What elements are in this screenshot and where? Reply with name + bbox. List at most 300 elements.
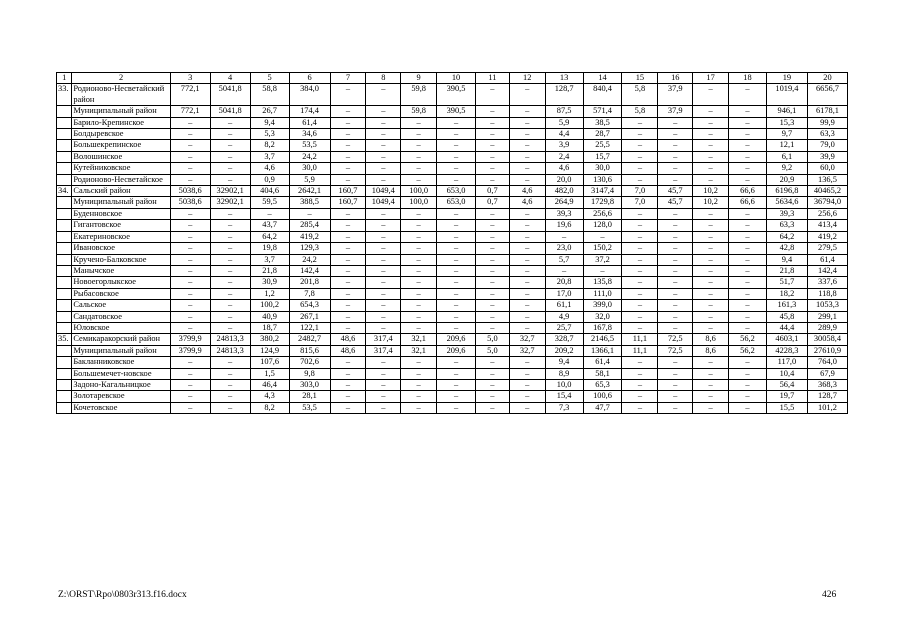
page-number: 426: [822, 590, 837, 600]
table-cell: 64,2: [250, 231, 289, 242]
row-name: Сальский район: [72, 186, 170, 197]
table-cell: 53,5: [289, 402, 330, 413]
table-cell: –: [330, 379, 366, 390]
table-cell: 8,6: [693, 345, 729, 356]
row-number: [57, 231, 72, 242]
table-cell: –: [729, 151, 767, 162]
table-cell: 25,7: [545, 322, 583, 333]
table-cell: 6178,1: [807, 106, 847, 117]
column-header: 6: [289, 73, 330, 84]
table-cell: 653,0: [437, 186, 476, 197]
table-cell: –: [509, 322, 545, 333]
table-cell: 53,5: [289, 140, 330, 151]
table-cell: –: [210, 402, 250, 413]
table-cell: –: [658, 357, 693, 368]
table-cell: 8,6: [693, 334, 729, 345]
table-cell: –: [509, 300, 545, 311]
table-cell: –: [729, 220, 767, 231]
table-cell: 4603,1: [766, 334, 807, 345]
table-cell: –: [509, 151, 545, 162]
table-cell: –: [476, 368, 510, 379]
table-cell: –: [509, 243, 545, 254]
table-cell: –: [330, 277, 366, 288]
table-cell: 399,0: [583, 300, 622, 311]
table-cell: 20,8: [545, 277, 583, 288]
row-number: [57, 197, 72, 208]
table-cell: –: [476, 163, 510, 174]
table-row: [57, 243, 848, 254]
table-cell: 3799,9: [170, 345, 210, 356]
row-name: Бакланниковское: [72, 357, 170, 368]
table-row: [57, 402, 848, 413]
row-name: Задоно-Кагальницкое: [72, 379, 170, 390]
table-cell: –: [693, 129, 729, 140]
column-header: 11: [476, 73, 510, 84]
row-number: [57, 254, 72, 265]
table-row: [57, 140, 848, 151]
table-cell: –: [330, 117, 366, 128]
table-cell: 160,7: [330, 197, 366, 208]
table-cell: –: [583, 265, 622, 276]
table-cell: –: [693, 84, 729, 106]
table-cell: 4,4: [545, 129, 583, 140]
table-cell: –: [693, 243, 729, 254]
table-cell: 285,4: [289, 220, 330, 231]
table-cell: –: [693, 151, 729, 162]
table-cell: 201,8: [289, 277, 330, 288]
table-cell: 174,4: [289, 106, 330, 117]
row-name: Сальское: [72, 300, 170, 311]
table-cell: –: [476, 265, 510, 276]
table-cell: 2,4: [545, 151, 583, 162]
table-cell: –: [509, 379, 545, 390]
row-name: Болдыревское: [72, 129, 170, 140]
table-cell: 28,7: [583, 129, 622, 140]
table-cell: 3799,9: [170, 334, 210, 345]
table-cell: 390,5: [437, 106, 476, 117]
table-cell: 772,1: [170, 84, 210, 106]
table-row: [57, 345, 848, 356]
table-row: [57, 208, 848, 219]
table-cell: –: [658, 163, 693, 174]
table-cell: –: [401, 379, 437, 390]
row-name: Сандатовское: [72, 311, 170, 322]
table-cell: –: [658, 391, 693, 402]
table-cell: –: [729, 402, 767, 413]
table-cell: –: [330, 300, 366, 311]
table-cell: 4,6: [509, 186, 545, 197]
table-cell: –: [509, 106, 545, 117]
table-cell: –: [366, 265, 401, 276]
row-name: Муниципальный район: [72, 197, 170, 208]
table-cell: –: [476, 322, 510, 333]
table-cell: 1049,4: [366, 186, 401, 197]
row-number: [57, 345, 72, 356]
table-cell: –: [330, 254, 366, 265]
table-cell: 20,0: [545, 174, 583, 185]
table-cell: –: [330, 174, 366, 185]
table-cell: 388,5: [289, 197, 330, 208]
table-cell: –: [622, 129, 658, 140]
row-number: [57, 288, 72, 299]
table-row: [57, 117, 848, 128]
table-cell: –: [210, 288, 250, 299]
table-cell: –: [476, 391, 510, 402]
table-cell: –: [210, 117, 250, 128]
table-cell: 9,4: [250, 117, 289, 128]
table-cell: 64,2: [766, 231, 807, 242]
table-cell: 8,2: [250, 140, 289, 151]
table-cell: 30,0: [289, 163, 330, 174]
table-row: [57, 231, 848, 242]
table-row: [57, 391, 848, 402]
table-cell: –: [437, 368, 476, 379]
table-cell: –: [658, 322, 693, 333]
table-cell: 256,6: [583, 208, 622, 219]
table-cell: 209,2: [545, 345, 583, 356]
table-cell: –: [509, 163, 545, 174]
table-cell: 135,8: [583, 277, 622, 288]
table-cell: –: [658, 151, 693, 162]
table-row: [57, 379, 848, 390]
table-cell: –: [210, 368, 250, 379]
table-cell: –: [170, 311, 210, 322]
table-cell: 0,7: [476, 197, 510, 208]
table-cell: –: [330, 265, 366, 276]
table-cell: –: [658, 311, 693, 322]
table-row: [57, 265, 848, 276]
table-cell: –: [401, 220, 437, 231]
table-cell: 32902,1: [210, 197, 250, 208]
table-cell: –: [693, 231, 729, 242]
table-cell: 27610,9: [807, 345, 847, 356]
row-number: [57, 151, 72, 162]
table-cell: 32,0: [583, 311, 622, 322]
column-header: 13: [545, 73, 583, 84]
table-cell: –: [437, 300, 476, 311]
table-cell: –: [476, 277, 510, 288]
table-cell: 299,1: [807, 311, 847, 322]
table-cell: –: [330, 357, 366, 368]
table-cell: –: [476, 106, 510, 117]
table-cell: 15,5: [766, 402, 807, 413]
table-cell: –: [476, 254, 510, 265]
table-cell: 65,3: [583, 379, 622, 390]
table-row: [57, 288, 848, 299]
table-cell: 10,4: [766, 368, 807, 379]
table-cell: –: [476, 300, 510, 311]
table-cell: 24,2: [289, 151, 330, 162]
table-cell: –: [622, 277, 658, 288]
table-cell: –: [366, 220, 401, 231]
table-cell: –: [622, 311, 658, 322]
table-cell: 128,7: [545, 84, 583, 106]
table-cell: –: [401, 391, 437, 402]
row-number: [57, 311, 72, 322]
table-cell: –: [729, 84, 767, 106]
table-cell: –: [170, 288, 210, 299]
row-name: Волошинское: [72, 151, 170, 162]
table-cell: –: [210, 357, 250, 368]
table-cell: 413,4: [807, 220, 847, 231]
column-header: 19: [766, 73, 807, 84]
table-cell: –: [437, 357, 476, 368]
table-cell: –: [330, 322, 366, 333]
table-cell: 61,4: [583, 357, 622, 368]
table-cell: –: [622, 254, 658, 265]
table-cell: –: [401, 140, 437, 151]
document-path: Z:\ORST\Rpo\0803r313.f16.docx: [58, 590, 187, 600]
table-cell: –: [437, 322, 476, 333]
table-cell: 1,5: [250, 368, 289, 379]
table-cell: 40465,2: [807, 186, 847, 197]
table-cell: 5,0: [476, 345, 510, 356]
row-number: [57, 391, 72, 402]
table-cell: 1049,4: [366, 197, 401, 208]
table-cell: –: [366, 231, 401, 242]
table-cell: –: [401, 231, 437, 242]
table-cell: 59,8: [401, 106, 437, 117]
table-cell: –: [401, 368, 437, 379]
row-name: Муниципальный район: [72, 106, 170, 117]
table-cell: –: [658, 208, 693, 219]
table-cell: –: [658, 277, 693, 288]
row-name: Родионово-Несветайский район: [72, 84, 170, 106]
table-cell: 2482,7: [289, 334, 330, 345]
row-name: Родионово-Несветайское: [72, 174, 170, 185]
table-cell: 419,2: [807, 231, 847, 242]
table-cell: –: [437, 117, 476, 128]
row-name: Юловское: [72, 322, 170, 333]
table-cell: –: [210, 243, 250, 254]
table-cell: –: [622, 208, 658, 219]
table-cell: 122,1: [289, 322, 330, 333]
table-cell: 37,2: [583, 254, 622, 265]
table-cell: 5634,6: [766, 197, 807, 208]
table-cell: –: [330, 231, 366, 242]
table-cell: 128,0: [583, 220, 622, 231]
table-cell: –: [693, 311, 729, 322]
table-cell: –: [330, 151, 366, 162]
table-cell: 317,4: [366, 334, 401, 345]
table-cell: 4228,3: [766, 345, 807, 356]
table-cell: –: [170, 220, 210, 231]
table-cell: 60,0: [807, 163, 847, 174]
table-cell: 4,6: [250, 163, 289, 174]
table-cell: –: [210, 254, 250, 265]
row-number: 35.: [57, 334, 72, 345]
table-cell: 26,7: [250, 106, 289, 117]
table-cell: –: [366, 402, 401, 413]
table-cell: 32902,1: [210, 186, 250, 197]
table-cell: 21,8: [250, 265, 289, 276]
table-cell: –: [622, 140, 658, 151]
table-cell: –: [693, 379, 729, 390]
table-cell: 840,4: [583, 84, 622, 106]
table-cell: –: [401, 174, 437, 185]
table-cell: –: [366, 254, 401, 265]
table-cell: 7,3: [545, 402, 583, 413]
row-number: [57, 117, 72, 128]
table-cell: –: [693, 106, 729, 117]
table-cell: –: [170, 174, 210, 185]
table-cell: –: [622, 174, 658, 185]
table-cell: 289,9: [807, 322, 847, 333]
table-cell: –: [366, 379, 401, 390]
table-cell: 100,0: [401, 186, 437, 197]
table-cell: 59,8: [401, 84, 437, 106]
table-cell: 5,9: [289, 174, 330, 185]
table-cell: 43,7: [250, 220, 289, 231]
table-cell: –: [693, 277, 729, 288]
table-cell: 303,0: [289, 379, 330, 390]
table-cell: 20,9: [766, 174, 807, 185]
row-name: Екатериновское: [72, 231, 170, 242]
table-cell: 337,6: [807, 277, 847, 288]
table-cell: 5041,8: [210, 106, 250, 117]
row-number: [57, 357, 72, 368]
table-cell: –: [250, 208, 289, 219]
table-cell: –: [210, 391, 250, 402]
table-cell: –: [401, 129, 437, 140]
table-cell: –: [729, 254, 767, 265]
table-cell: –: [658, 231, 693, 242]
table-cell: –: [366, 277, 401, 288]
table-cell: 32,1: [401, 334, 437, 345]
table-cell: 161,3: [766, 300, 807, 311]
table-cell: 25,5: [583, 140, 622, 151]
row-number: [57, 368, 72, 379]
table-cell: –: [401, 243, 437, 254]
table-cell: 61,4: [807, 254, 847, 265]
table-cell: –: [509, 288, 545, 299]
table-cell: –: [210, 129, 250, 140]
table-cell: –: [366, 208, 401, 219]
table-cell: –: [437, 220, 476, 231]
table-cell: 48,6: [330, 345, 366, 356]
table-cell: 15,7: [583, 151, 622, 162]
table-cell: –: [401, 163, 437, 174]
table-cell: –: [437, 163, 476, 174]
column-header: 1: [57, 73, 72, 84]
table-cell: 5,7: [545, 254, 583, 265]
table-cell: –: [693, 322, 729, 333]
table-cell: 167,8: [583, 322, 622, 333]
table-cell: 815,6: [289, 345, 330, 356]
table-cell: –: [729, 300, 767, 311]
table-cell: –: [170, 140, 210, 151]
table-cell: 128,7: [807, 391, 847, 402]
table-cell: 111,0: [583, 288, 622, 299]
table-cell: –: [437, 288, 476, 299]
table-cell: 6656,7: [807, 84, 847, 106]
row-number: [57, 129, 72, 140]
row-name: Кутейниковское: [72, 163, 170, 174]
table-cell: –: [401, 117, 437, 128]
table-row: [57, 163, 848, 174]
table-cell: –: [330, 311, 366, 322]
table-cell: –: [170, 243, 210, 254]
row-number: [57, 208, 72, 219]
table-cell: 59,5: [250, 197, 289, 208]
column-header: 3: [170, 73, 210, 84]
table-cell: 9,4: [766, 254, 807, 265]
table-cell: 118,8: [807, 288, 847, 299]
row-name: Гигантовское: [72, 220, 170, 231]
table-row: [57, 174, 848, 185]
table-cell: 58,1: [583, 368, 622, 379]
table-cell: 47,7: [583, 402, 622, 413]
table-cell: 48,6: [330, 334, 366, 345]
table-cell: –: [583, 231, 622, 242]
table-cell: –: [476, 231, 510, 242]
table-cell: 24,2: [289, 254, 330, 265]
table-cell: –: [476, 402, 510, 413]
table-cell: –: [170, 368, 210, 379]
table-cell: –: [622, 300, 658, 311]
table-cell: –: [366, 368, 401, 379]
table-cell: –: [401, 402, 437, 413]
table-cell: 15,4: [545, 391, 583, 402]
column-header: 18: [729, 73, 767, 84]
table-cell: –: [401, 300, 437, 311]
table-cell: 63,3: [766, 220, 807, 231]
table-cell: 40,9: [250, 311, 289, 322]
table-cell: 32,7: [509, 345, 545, 356]
table-cell: –: [210, 265, 250, 276]
column-header: 2: [72, 73, 170, 84]
row-number: [57, 243, 72, 254]
table-cell: –: [476, 379, 510, 390]
table-cell: –: [658, 117, 693, 128]
column-header: 5: [250, 73, 289, 84]
table-cell: –: [476, 357, 510, 368]
table-cell: –: [437, 254, 476, 265]
table-cell: –: [170, 163, 210, 174]
table-cell: –: [170, 254, 210, 265]
table-cell: –: [729, 117, 767, 128]
row-number: [57, 220, 72, 231]
row-number: [57, 322, 72, 333]
table-cell: –: [437, 151, 476, 162]
table-cell: 9,2: [766, 163, 807, 174]
table-cell: 100,0: [401, 197, 437, 208]
table-cell: –: [476, 174, 510, 185]
row-name: Буденновское: [72, 208, 170, 219]
table-cell: 7,0: [622, 197, 658, 208]
table-cell: 5,8: [622, 84, 658, 106]
table-cell: 19,6: [545, 220, 583, 231]
table-cell: –: [366, 117, 401, 128]
table-cell: –: [170, 379, 210, 390]
table-cell: 63,3: [807, 129, 847, 140]
table-cell: 5,3: [250, 129, 289, 140]
table-row: [57, 151, 848, 162]
table-cell: –: [693, 163, 729, 174]
table-cell: –: [476, 243, 510, 254]
table-cell: –: [658, 368, 693, 379]
table-cell: 368,3: [807, 379, 847, 390]
table-row: [57, 357, 848, 368]
table-cell: 6,1: [766, 151, 807, 162]
table-cell: 130,6: [583, 174, 622, 185]
table-cell: –: [622, 265, 658, 276]
table-cell: –: [509, 311, 545, 322]
table-cell: 6196,8: [766, 186, 807, 197]
table-cell: –: [170, 402, 210, 413]
table-cell: –: [210, 311, 250, 322]
table-cell: –: [330, 163, 366, 174]
